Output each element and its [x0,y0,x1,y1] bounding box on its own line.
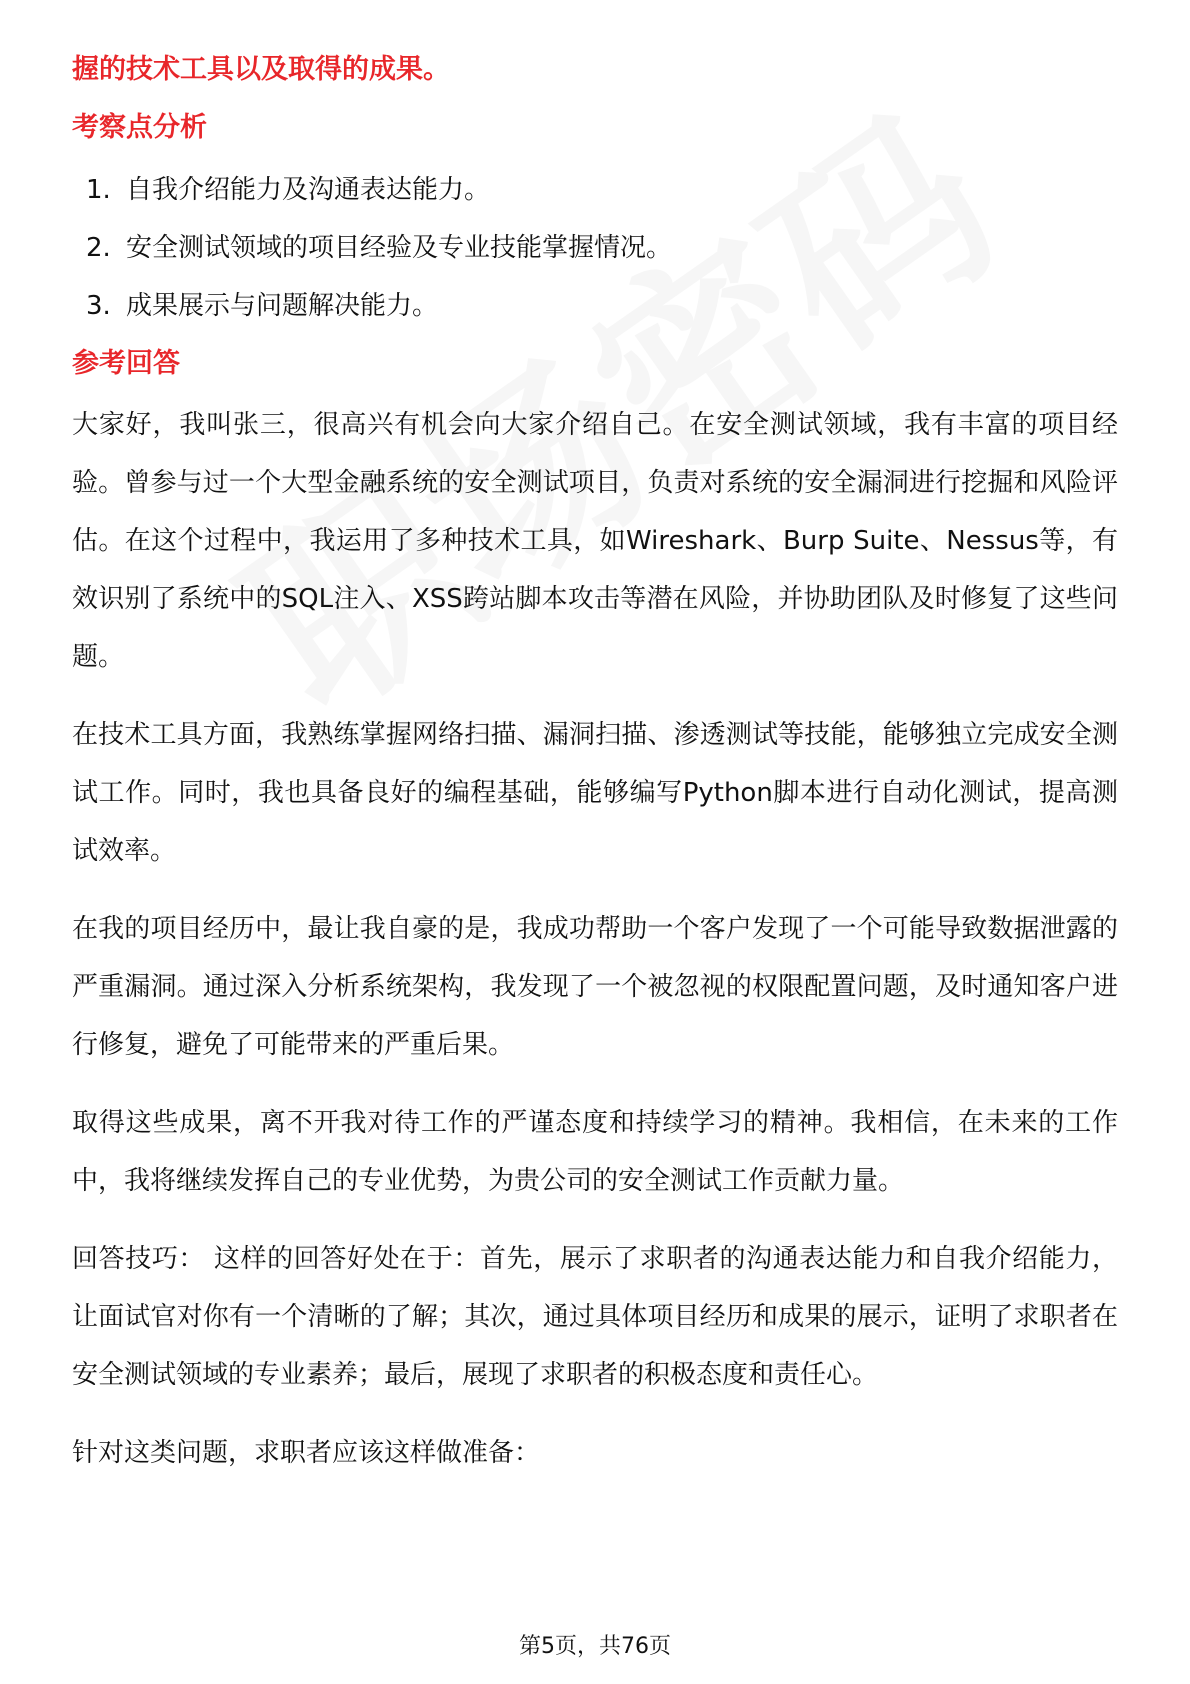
list-text: 安全测试领域的项目经验及专业技能掌握情况。 [126,233,673,263]
analysis-heading: 考察点分析 [72,112,207,143]
list-number: 1. [86,175,111,205]
page-number: 第5页，共76页 [519,1634,671,1659]
list-item [72,286,1118,326]
answer-paragraph-intro: 大家好，我叫张三，很高兴有机会向大家介绍自己。在安全测试领域，我有丰富的项目经验。曾参与过一个大型金融系统的安全测试项目，负责对系统的安全漏洞进行挖掘和风险评估。在这个过程中，我运用了多种技术工具，如Wireshark、Burp Suite、Nessus等，有效识别了系统中的SQL注入、XSS跨站脚本攻击等潜在风险，并协助团队及时修复了这些问题。 [72,410,1118,672]
document-page [72,40,1118,1482]
list-number: 3. [86,291,111,321]
answer-paragraph-tips: 回答技巧： 这样的回答好处在于：首先，展示了求职者的沟通表达能力和自我介绍能力，让面试官对你有一个清晰的了解；其次，通过具体项目经历和成果的展示，证明了求职者在安全测试领域的专业素养；最后，展现了求职者的积极态度和责任心。 [72,1244,1118,1390]
list-item [72,228,1118,268]
list-item [72,170,1118,210]
answer-paragraph-tools: 在技术工具方面，我熟练掌握网络扫描、漏洞扫描、渗透测试等技能，能够独立完成安全测试工作。同时，我也具备良好的编程基础，能够编写Python脚本进行自动化测试，提高测试效率。 [72,720,1118,866]
answer-paragraph-preparation: 针对这类问题，求职者应该这样做准备： [72,1438,541,1468]
analysis-list [72,170,1118,326]
answer-heading: 参考回答 [72,348,180,379]
answer-paragraph-attitude: 取得这些成果，离不开我对待工作的严谨态度和持续学习的精神。我相信，在未来的工作中，我将继续发挥自己的专业优势，为贵公司的安全测试工作贡献力量。 [72,1108,1118,1196]
list-text: 自我介绍能力及沟通表达能力。 [126,175,491,205]
list-text: 成果展示与问题解决能力。 [126,291,439,321]
continuation-heading: 握的技术工具以及取得的成果。 [72,54,450,85]
list-number: 2. [86,233,111,263]
answer-paragraph-project: 在我的项目经历中，最让我自豪的是，我成功帮助一个客户发现了一个可能导致数据泄露的严重漏洞。通过深入分析系统架构，我发现了一个被忽视的权限配置问题，及时通知客户进行修复，避免了可能带来的严重后果。 [72,914,1118,1060]
